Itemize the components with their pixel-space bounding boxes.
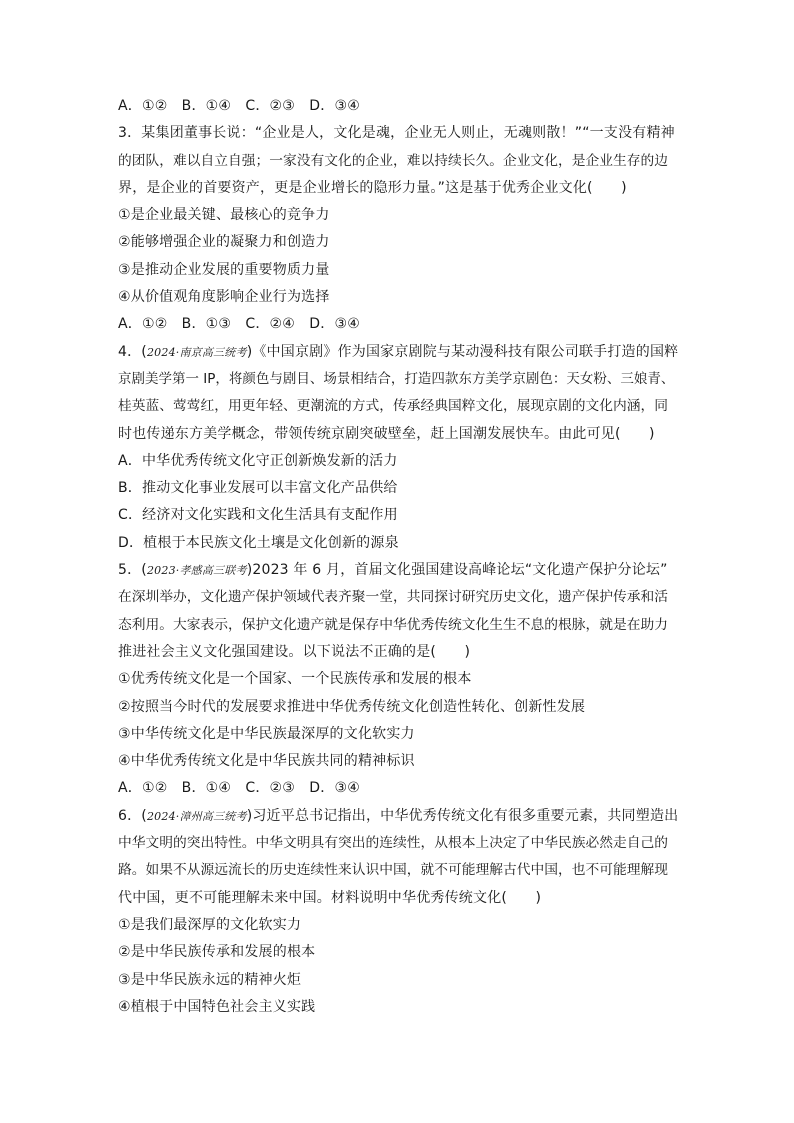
question-4-stem-line-1 bbox=[118, 339, 682, 366]
question-5-stem-line-4: 推进社会主义文化强国建设。以下说法不正确的是( ) bbox=[118, 643, 471, 660]
question-6-stem-line-2: 中华文明的突出特性。中华文明具有突出的连续性，从根本上决定了中华民族必然走自己的 bbox=[118, 835, 669, 852]
question-4-choice-c: C．经济对文化实践和文化生活具有支配作用 bbox=[118, 507, 398, 524]
question-5-option-4: ④中华优秀传统文化是中华民族共同的精神标识 bbox=[118, 753, 415, 770]
question-3 bbox=[118, 120, 682, 338]
question-6-stem-line-3: 路。如果不从源远流长的历史连续性来认识中国，就不可能理解古代中国，也不可能理解现 bbox=[118, 862, 669, 879]
question-3-option-1: ①是企业最关键、最核心的竞争力 bbox=[118, 207, 330, 224]
question-3-stem-line-2: 的团队，难以自立自强；一家没有文化的企业，难以持续长久。企业文化，是企业生存的边 bbox=[118, 152, 669, 169]
question-5-stem-line-1 bbox=[118, 557, 682, 584]
question-6-source: 2024·漳州高三统考 bbox=[146, 809, 247, 823]
question-5-stem-line-2: 在深圳举办，文化遗产保护领域代表齐聚一堂，共同探讨研究历史文化，遗产保护传承和活 bbox=[118, 589, 669, 606]
question-5-number: 5．( bbox=[118, 562, 147, 579]
question-3-stem-line-1: 3．某集团董事长说：“企业是人，文化是魂，企业无人则止，无魂则散！”“一支没有精神 bbox=[118, 125, 675, 142]
question-4-choice-a: A．中华优秀传统文化守正创新焕发新的活力 bbox=[118, 452, 398, 469]
question-3-option-2: ②能够增强企业的凝聚力和创造力 bbox=[118, 234, 330, 251]
question-6-stem-line-1 bbox=[118, 803, 682, 830]
question-5-answer-options: A．①② B．①④ C．②③ D．③④ bbox=[118, 780, 360, 797]
question-5-option-2: ②按照当今时代的发展要求推进中华优秀传统文化创造性转化、创新性发展 bbox=[118, 698, 586, 715]
question-6-number: 6．( bbox=[118, 807, 147, 824]
question-4-stem-text-1: )《中国京剧》作为国家京剧院与某动漫科技有限公司联手打造的国粹 bbox=[246, 343, 679, 360]
question-4-choice-b: B．推动文化事业发展可以丰富文化产品供给 bbox=[118, 480, 398, 497]
prev-answer-options: A．①② B．①④ C．②③ D．③④ bbox=[118, 98, 360, 114]
question-4-stem-line-4: 时也传递东方美学概念，带领传统京剧突破壁垒，赶上国潮发展快车。由此可见( ) bbox=[118, 425, 655, 442]
question-3-stem-line-3: 界，是企业的首要资产，更是企业增长的隐形力量。”这是基于优秀企业文化( ) bbox=[118, 179, 627, 196]
document-page bbox=[118, 93, 682, 1021]
question-4 bbox=[118, 339, 682, 557]
question-3-option-3: ③是推动企业发展的重要物质力量 bbox=[118, 261, 330, 278]
question-5-option-3: ③中华传统文化是中华民族最深厚的文化软实力 bbox=[118, 725, 415, 742]
question-5-option-1: ①优秀传统文化是一个国家、一个民族传承和发展的根本 bbox=[118, 671, 472, 688]
question-5-stem-text-1: )2023 年 6 月，首届文化强国建设高峰论坛“文化遗产保护分论坛” bbox=[246, 562, 668, 579]
question-6-stem-text-1: )习近平总书记指出，中华优秀传统文化有很多重要元素，共同塑造出 bbox=[246, 807, 679, 824]
question-3-option-4: ④从价值观角度影响企业行为选择 bbox=[118, 289, 330, 306]
question-6 bbox=[118, 803, 682, 1021]
question-4-stem-line-3: 桂英蓝、莺莺红，用更年轻、更潮流的方式，传承经典国粹文化，展现京剧的文化内涵，同 bbox=[118, 398, 669, 415]
question-6-stem-line-4: 代中国，更不可能理解未来中国。材料说明中华优秀传统文化( ) bbox=[118, 889, 542, 906]
question-5-stem-line-3: 态利用。大家表示，保护文化遗产就是保存中华优秀传统文化生生不息的根脉，就是在助力 bbox=[118, 616, 669, 633]
question-6-option-1: ①是我们最深厚的文化软实力 bbox=[118, 916, 302, 933]
question-6-option-2: ②是中华民族传承和发展的根本 bbox=[118, 944, 316, 961]
question-4-stem-line-2: 京剧美学第一 IP，将颜色与剧目、场景相结合，打造四款东方美学京剧色：天女粉、三娘青、 bbox=[118, 370, 675, 387]
question-4-number: 4．( bbox=[118, 343, 147, 360]
question-5 bbox=[118, 557, 682, 803]
question-6-option-4: ④植根于中国特色社会主义实践 bbox=[118, 998, 316, 1015]
question-4-source: 2024·南京高三统考 bbox=[146, 345, 247, 359]
question-3-answer-options: A．①② B．①③ C．②④ D．③④ bbox=[118, 316, 360, 333]
question-5-source: 2023·孝感高三联考 bbox=[146, 564, 247, 578]
question-6-option-3: ③是中华民族永远的精神火炬 bbox=[118, 971, 302, 988]
question-4-choice-d: D．植根于本民族文化土壤是文化创新的源泉 bbox=[118, 534, 399, 551]
